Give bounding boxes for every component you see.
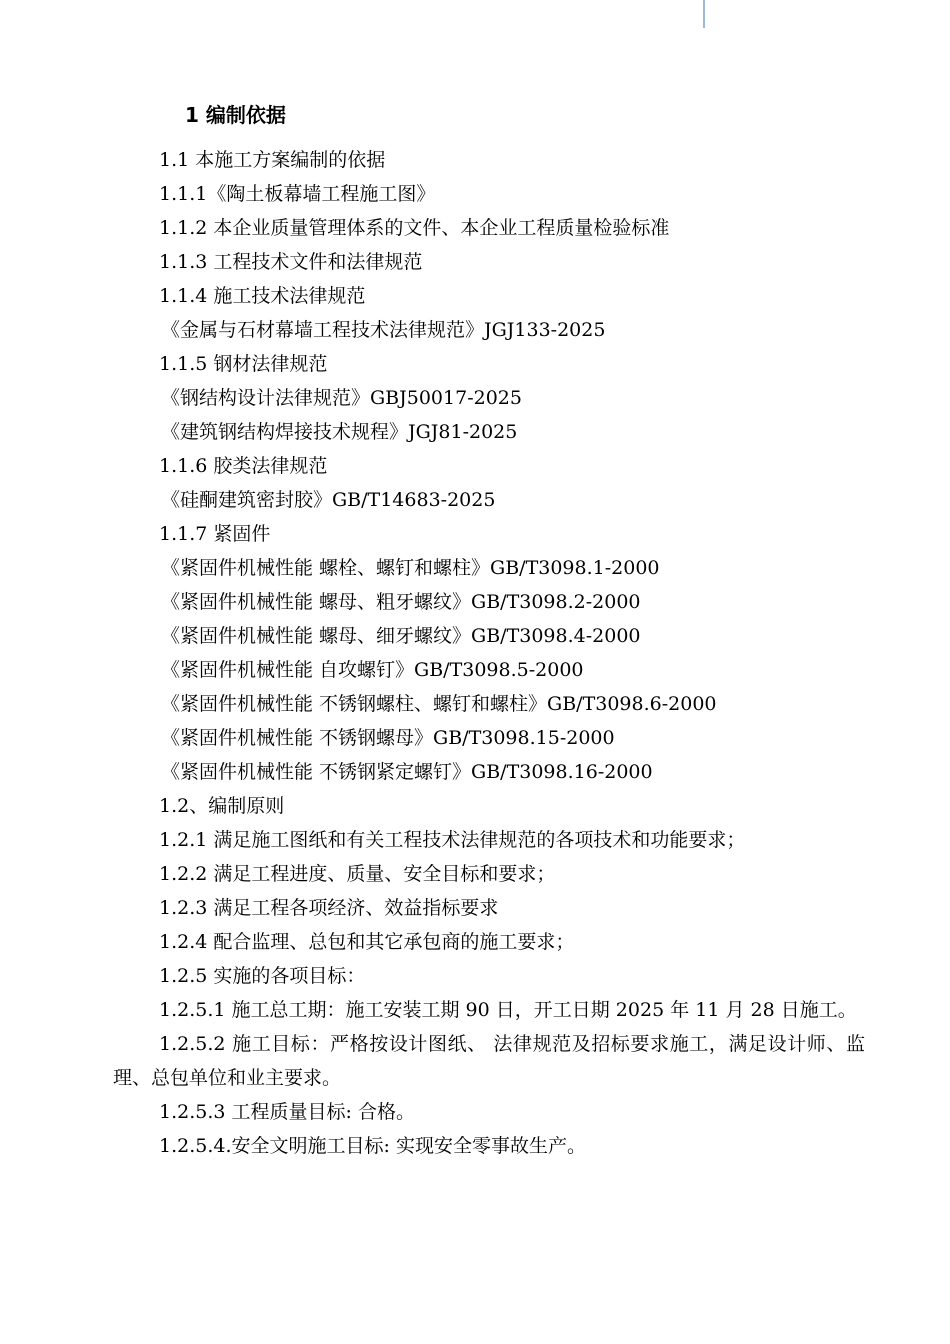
item-1-1-7: 1.1.7 紧固件 [159,523,271,545]
item-1-1: 1.1 本施工方案编制的依据 [159,149,386,171]
standard-gbt3098-2: 《紧固件机械性能 螺母、粗牙螺纹》GB/T3098.2-2000 [161,591,641,613]
section-heading: 1 编制依据 [185,103,286,127]
item-1-2-2: 1.2.2 满足工程进度、质量、安全目标和要求； [159,863,556,885]
standard-gbt3098-5: 《紧固件机械性能 自攻螺钉》GB/T3098.5-2000 [161,659,584,681]
document-body [113,143,865,1163]
item-1-1-4: 1.1.4 施工技术法律规范 [159,285,366,307]
item-1-2-5-4: 1.2.5.4.安全文明施工目标: 实现安全零事故生产。 [159,1135,586,1157]
item-1-2-5-1: 1.2.5.1 施工总工期：施工安装工期 90 日，开工日期 2025 年 11 月 28 日施工。 [159,999,857,1021]
item-1-1-1: 1.1.1《陶土板幕墙工程施工图》 [159,183,436,205]
item-1-1-5: 1.1.5 钢材法律规范 [159,353,328,375]
standard-gbt3098-6: 《紧固件机械性能 不锈钢螺柱、螺钉和螺柱》GB/T3098.6-2000 [161,693,717,715]
item-1-2-5-3: 1.2.5.3 工程质量目标: 合格。 [159,1101,415,1123]
item-1-2-5-2: 1.2.5.2 施工目标：严格按设计图纸、 法律规范及招标要求施工，满足设计师、监理、总包单位和业主要求。 [113,1033,865,1089]
standard-gbj50017: 《钢结构设计法律规范》GBJ50017-2025 [161,387,522,409]
standard-gbt3098-16: 《紧固件机械性能 不锈钢紧定螺钉》GB/T3098.16-2000 [161,761,653,783]
item-1-2: 1.2、编制原则 [159,795,285,817]
item-1-2-4: 1.2.4 配合监理、总包和其它承包商的施工要求； [159,931,575,953]
page-edge-marker [703,0,705,28]
item-1-2-1: 1.2.1 满足施工图纸和有关工程技术法律规范的各项技术和功能要求； [159,829,746,851]
standard-gbt14683: 《硅酮建筑密封胶》GB/T14683-2025 [161,489,496,511]
item-1-1-2: 1.1.2 本企业质量管理体系的文件、本企业工程质量检验标准 [159,217,670,239]
standard-jgj133: 《金属与石材幕墙工程技术法律规范》JGJ133-2025 [161,319,606,341]
item-1-1-3: 1.1.3 工程技术文件和法律规范 [159,251,423,273]
standard-gbt3098-1: 《紧固件机械性能 螺栓、螺钉和螺柱》GB/T3098.1-2000 [161,557,660,579]
item-1-1-6: 1.1.6 胶类法律规范 [159,455,328,477]
standard-gbt3098-15: 《紧固件机械性能 不锈钢螺母》GB/T3098.15-2000 [161,727,615,749]
item-1-2-5: 1.2.5 实施的各项目标： [159,965,366,987]
standard-jgj81: 《建筑钢结构焊接技术规程》JGJ81-2025 [161,421,518,443]
standard-gbt3098-4: 《紧固件机械性能 螺母、细牙螺纹》GB/T3098.4-2000 [161,625,641,647]
item-1-2-3: 1.2.3 满足工程各项经济、效益指标要求 [159,897,499,919]
